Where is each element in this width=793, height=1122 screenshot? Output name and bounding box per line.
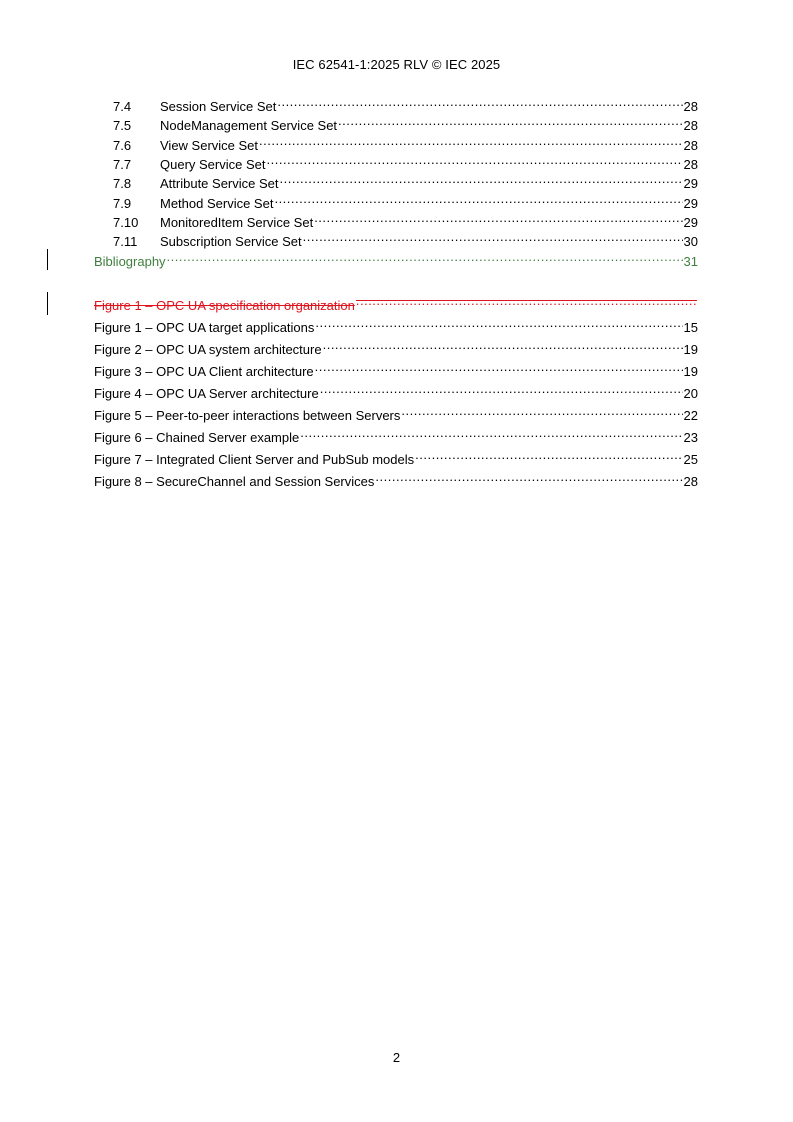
toc-figure-3[interactable] xyxy=(94,357,698,379)
toc-entry-7-5[interactable] xyxy=(113,111,698,133)
toc-entry-7-10[interactable] xyxy=(113,208,698,230)
toc-entry-7-7[interactable] xyxy=(113,150,698,172)
toc-entry-page: 15 xyxy=(683,320,698,335)
toc-entry-number: 7.6 xyxy=(113,138,132,153)
toc-entry-page: 25 xyxy=(683,452,698,467)
toc-entry-7-6[interactable] xyxy=(113,131,698,153)
toc-entry-page: 28 xyxy=(683,118,698,133)
toc-entry-page: 22 xyxy=(683,408,698,423)
toc-entry-number: 7.9 xyxy=(113,196,132,211)
toc-entry-page: 30 xyxy=(683,234,698,249)
dot-leader xyxy=(375,467,682,486)
toc-entry-number: 7.5 xyxy=(113,118,132,133)
toc-entry-title: Figure 5 – Peer-to-peer interactions between Servers xyxy=(94,408,401,423)
toc-entry-page: 31 xyxy=(683,254,698,269)
toc-entry-7-9[interactable] xyxy=(113,189,698,211)
toc-entry-page: 19 xyxy=(683,342,698,357)
dot-leader xyxy=(314,208,682,227)
toc-entry-title: MonitoredItem Service Set xyxy=(160,215,314,230)
dot-leader xyxy=(315,313,682,332)
dot-leader xyxy=(259,131,683,150)
toc-entry-title: Subscription Service Set xyxy=(160,234,302,249)
dot-leader xyxy=(300,423,682,442)
toc-entry-title: Figure 3 – OPC UA Client architecture xyxy=(94,364,314,379)
toc-figure-5[interactable] xyxy=(94,401,698,423)
toc-entry-number: 7.4 xyxy=(113,99,132,114)
toc-entry-title: Attribute Service Set xyxy=(160,176,279,191)
toc-entry-page: 28 xyxy=(683,474,698,489)
dot-leader xyxy=(267,150,683,169)
toc-figure-4[interactable] xyxy=(94,379,698,401)
toc-entry-title: Bibliography xyxy=(94,254,166,269)
toc-entry-page: 20 xyxy=(683,386,698,401)
toc-entry-title: Session Service Set xyxy=(160,99,277,114)
toc-entry-deleted-figure[interactable] xyxy=(94,291,698,313)
toc-entry-page: 23 xyxy=(683,430,698,445)
toc-entry-title: Figure 8 – SecureChannel and Session Services xyxy=(94,474,375,489)
toc-entry-title: NodeManagement Service Set xyxy=(160,118,338,133)
dot-leader xyxy=(277,92,682,111)
dot-leader xyxy=(415,445,682,464)
change-bar xyxy=(47,292,48,315)
toc-entry-number: 7.7 xyxy=(113,157,132,172)
dot-leader xyxy=(401,401,682,420)
dot-leader xyxy=(167,247,683,266)
toc-entry-title: Figure 1 – OPC UA specification organization xyxy=(94,298,355,313)
dot-leader xyxy=(323,335,683,354)
toc-entry-number: 7.11 xyxy=(113,234,138,249)
dot-leader xyxy=(303,227,683,246)
toc-figure-7[interactable] xyxy=(94,445,698,467)
toc-entry-page: 29 xyxy=(683,215,698,230)
toc-entry-page: 28 xyxy=(683,138,698,153)
toc-entry-title: Method Service Set xyxy=(160,196,274,211)
toc-entry-bibliography[interactable] xyxy=(94,247,698,269)
dot-leader xyxy=(280,169,683,188)
dot-leader xyxy=(338,111,682,130)
toc-entry-7-8[interactable] xyxy=(113,169,698,191)
dot-leader xyxy=(356,291,697,310)
toc-entry-number: 7.10 xyxy=(113,215,139,230)
toc-figure-1[interactable] xyxy=(94,313,698,335)
toc-figure-6[interactable] xyxy=(94,423,698,445)
page-header: IEC 62541-1:2025 RLV © IEC 2025 xyxy=(292,57,501,72)
toc-entry-page: 28 xyxy=(683,99,698,114)
toc-entry-title: Figure 7 – Integrated Client Server and PubSub models xyxy=(94,452,415,467)
toc-entry-title: Figure 2 – OPC UA system architecture xyxy=(94,342,322,357)
toc-entry-page: 28 xyxy=(683,157,698,172)
toc-entry-title: Query Service Set xyxy=(160,157,266,172)
page-number: 2 xyxy=(392,1050,401,1065)
dot-leader xyxy=(320,379,683,398)
toc-entry-7-11[interactable] xyxy=(113,227,698,249)
dot-leader xyxy=(274,189,682,208)
toc-entry-7-4[interactable] xyxy=(113,92,698,114)
toc-entry-page: 19 xyxy=(683,364,698,379)
change-bar xyxy=(47,249,48,270)
toc-figure-2[interactable] xyxy=(94,335,698,357)
toc-entry-number: 7.8 xyxy=(113,176,132,191)
toc-entry-page: 29 xyxy=(683,176,698,191)
toc-entry-title: Figure 1 – OPC UA target applications xyxy=(94,320,315,335)
toc-entry-page: 29 xyxy=(683,196,698,211)
toc-entry-title: View Service Set xyxy=(160,138,259,153)
toc-entry-title: Figure 6 – Chained Server example xyxy=(94,430,300,445)
dot-leader xyxy=(315,357,683,376)
toc-entry-title: Figure 4 – OPC UA Server architecture xyxy=(94,386,319,401)
toc-figure-8[interactable] xyxy=(94,467,698,489)
